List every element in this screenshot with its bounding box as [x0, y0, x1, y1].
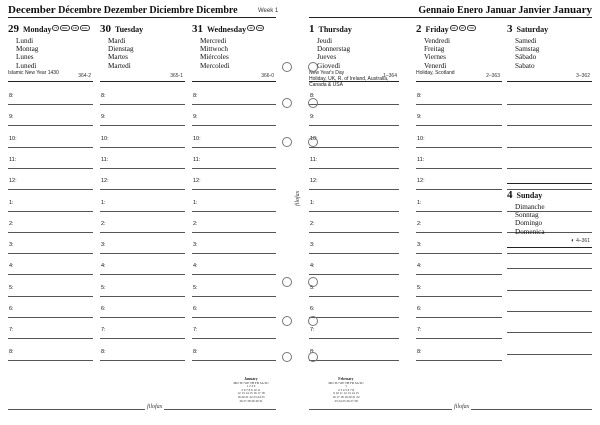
time-slot-line[interactable]	[192, 147, 276, 148]
footer-logo: filofax	[454, 404, 470, 410]
time-slot-label: 7:	[9, 327, 14, 334]
binder-hole	[282, 316, 292, 326]
time-slot-label: 12:	[193, 178, 201, 185]
time-slot-line[interactable]	[192, 211, 276, 212]
time-slot-line[interactable]	[416, 189, 502, 190]
time-slot-line[interactable]	[309, 317, 399, 318]
day-translation: Miércoles	[200, 53, 229, 62]
footer-logo: filofax	[147, 404, 163, 410]
binder-hole	[308, 98, 318, 108]
writing-line[interactable]	[507, 332, 592, 333]
writing-line[interactable]	[507, 354, 592, 355]
sunday-rule	[507, 183, 592, 184]
day-translation: Mercoledì	[200, 61, 230, 70]
header-rule	[309, 17, 592, 18]
day-translation: Martes	[108, 53, 128, 62]
day-translation: Viernes	[424, 53, 446, 62]
writing-line[interactable]	[507, 125, 592, 126]
writing-line[interactable]	[507, 268, 592, 269]
time-slot-label: 9:	[101, 114, 106, 121]
time-slot-label: 1:	[417, 199, 422, 206]
day-translation: Mittwoch	[200, 45, 228, 54]
time-slot-label: 1:	[9, 199, 14, 206]
time-slot-label: 1:	[101, 199, 106, 206]
day-translation: Venerdì	[424, 61, 447, 70]
time-slot-label: 6:	[193, 306, 198, 312]
holiday-note: Islamic New Year 1430	[8, 69, 59, 76]
binder-hole	[308, 352, 318, 362]
calendar-title: February	[338, 377, 354, 381]
time-slot-label: 6:	[310, 306, 315, 312]
time-slot-line[interactable]	[309, 232, 399, 233]
time-slot-line[interactable]	[192, 274, 276, 275]
calendar-row: 16 17 18 19 20 21 22	[332, 394, 360, 399]
writing-line[interactable]	[507, 253, 592, 254]
day-count: 3–362	[576, 73, 590, 79]
day-translation: Sonntag	[515, 211, 539, 220]
holiday-badge: IT	[54, 26, 58, 31]
time-slot-label: 8:	[310, 348, 315, 355]
time-slot-line[interactable]	[416, 104, 502, 105]
day-translation: Donnerstag	[317, 45, 351, 54]
day-heading	[192, 19, 276, 37]
time-slot-label: 3:	[310, 242, 315, 249]
day-heading	[416, 19, 502, 37]
time-slot-label: 9:	[310, 114, 315, 121]
time-slot-label: 3:	[101, 242, 106, 249]
time-slot-line[interactable]	[8, 168, 93, 169]
time-slot-line[interactable]	[8, 211, 93, 212]
time-slot-label: 5:	[193, 284, 198, 291]
time-slot-line[interactable]	[100, 317, 185, 318]
week-label: Week 1	[258, 8, 279, 14]
calendar-row: MO TU WE TH FR SA SU	[328, 380, 364, 385]
time-slot-label: 7:	[101, 327, 106, 334]
day-count: 2–363	[486, 73, 500, 79]
time-slot-label: 2:	[193, 220, 198, 227]
center-logo: filofax	[295, 190, 301, 206]
day-name: Monday	[23, 25, 52, 34]
holiday-badge: JP	[460, 26, 465, 31]
time-slot-line[interactable]	[192, 338, 276, 339]
time-slot-line[interactable]	[416, 274, 502, 275]
day-count: 366-0	[261, 73, 274, 79]
binder-hole	[308, 277, 318, 287]
day-header-rule	[507, 81, 592, 82]
day-translation: Giovedì	[317, 61, 341, 70]
calendar-title: January	[244, 377, 258, 381]
time-slot-label: 4:	[417, 263, 422, 270]
time-slot-line[interactable]	[8, 338, 93, 339]
day-count: 365-1	[170, 73, 183, 79]
time-slot-line[interactable]	[100, 211, 185, 212]
day-name: Sunday	[516, 191, 543, 200]
day-count: 364-2	[78, 73, 91, 79]
holiday-badge: TW	[469, 26, 474, 31]
time-slot-label: 8:	[417, 93, 422, 99]
time-slot-label: 7:	[417, 327, 422, 334]
time-slot-label: 11:	[193, 156, 201, 163]
time-slot-line[interactable]	[100, 253, 185, 254]
time-slot-label: 4:	[193, 263, 198, 270]
time-slot-line[interactable]	[309, 189, 399, 190]
day-translation: Freitag	[424, 45, 445, 54]
time-slot-label: 7:	[310, 327, 315, 334]
time-slot-line[interactable]	[8, 274, 93, 275]
time-slot-label: 3:	[9, 242, 14, 249]
day-name: Tuesday	[115, 25, 144, 34]
time-slot-label: 1:	[193, 199, 198, 206]
time-slot-line[interactable]	[309, 360, 399, 361]
time-slot-label: 8:	[193, 93, 198, 99]
holiday-badge: TW	[257, 26, 263, 31]
day-number: 2	[416, 23, 422, 35]
holiday-badge: NZ	[451, 26, 456, 31]
day-heading	[100, 19, 185, 37]
day-translation: Mardi	[108, 37, 126, 45]
time-slot-line[interactable]	[416, 232, 502, 233]
day-count-sunday	[507, 238, 590, 244]
time-slot-label: 8:	[9, 93, 14, 99]
mini-calendar-february	[323, 378, 369, 403]
time-slot-label: 11:	[310, 156, 318, 163]
time-slot-label: 5:	[101, 284, 106, 291]
time-slot-line[interactable]	[100, 232, 185, 233]
day-count: 1–364	[383, 73, 397, 79]
day-column	[100, 19, 185, 70]
time-slot-label: 6:	[101, 306, 106, 312]
left-page-header	[8, 4, 238, 16]
time-slot-line[interactable]	[309, 253, 399, 254]
time-slot-label: 12:	[101, 178, 109, 185]
day-number: 3	[507, 23, 513, 35]
calendar-row: 23 24 25 26 27 28	[334, 398, 358, 403]
time-slot-label: 8:	[9, 348, 14, 355]
calendar-row: 12 13 14 15 16 17 18	[237, 391, 265, 396]
time-slot-line[interactable]	[8, 317, 93, 318]
day-translation: Lunes	[16, 53, 34, 62]
holiday-badge: JP	[249, 26, 253, 31]
time-slot-line[interactable]	[416, 253, 502, 254]
binder-hole	[282, 62, 292, 72]
sunday-header-rule	[507, 247, 592, 248]
binder-hole	[282, 352, 292, 362]
day-name: Wednesday	[207, 25, 247, 34]
day-translation: Domenica	[515, 227, 545, 236]
day-header-rule	[100, 81, 185, 82]
day-translation: Martedì	[108, 61, 131, 70]
day-number: 29	[8, 23, 19, 35]
right-page-header	[418, 4, 592, 16]
time-slot-line[interactable]	[192, 253, 276, 254]
time-slot-label: 5:	[417, 284, 422, 291]
day-number: 1	[309, 23, 315, 35]
calendar-row: 1 2 3 4	[246, 384, 256, 389]
time-slot-line[interactable]	[309, 274, 399, 275]
time-slot-label: 4:	[9, 263, 14, 270]
calendar-row: 19 20 21 22 23 24 25	[237, 394, 265, 399]
binder-hole	[282, 98, 292, 108]
time-slot-line[interactable]	[192, 317, 276, 318]
time-slot-label: 2:	[417, 220, 422, 227]
time-slot-label: 6:	[417, 306, 422, 312]
time-slot-label: 5:	[310, 284, 315, 291]
binder-hole	[308, 62, 318, 72]
time-slot-label: 10:	[193, 135, 201, 142]
day-name: Saturday	[516, 25, 549, 34]
time-slot-label: 9:	[193, 114, 198, 121]
time-slot-label: 4:	[101, 263, 106, 270]
day-translation: Jeudi	[317, 37, 333, 45]
day-name: Thursday	[318, 25, 352, 34]
time-slot-label: 8:	[101, 93, 106, 99]
time-slot-label: 2:	[9, 220, 14, 227]
time-slot-line[interactable]	[309, 211, 399, 212]
time-slot-label: 6:	[9, 306, 14, 312]
time-slot-line[interactable]	[309, 296, 399, 297]
day-header-rule	[192, 81, 276, 82]
day-number: 4	[507, 189, 513, 201]
time-slot-label: 1:	[310, 199, 315, 206]
time-slot-line[interactable]	[309, 147, 399, 148]
holiday-note: Holiday, Scotland	[416, 69, 455, 76]
holiday-note: New Year's Day	[309, 69, 345, 76]
time-slot-line[interactable]	[100, 147, 185, 148]
time-slot-line[interactable]	[192, 360, 276, 361]
time-slot-line[interactable]	[100, 125, 185, 126]
time-slot-line[interactable]	[416, 317, 502, 318]
time-slot-label: 4:	[310, 263, 315, 270]
day-translation: Montag	[16, 45, 39, 54]
calendar-row: 1	[345, 384, 347, 389]
time-slot-line[interactable]	[100, 168, 185, 169]
time-slot-line[interactable]	[416, 296, 502, 297]
time-slot-line[interactable]	[309, 338, 399, 339]
time-slot-line[interactable]	[8, 104, 93, 105]
time-slot-label: 10:	[310, 135, 318, 142]
time-slot-label: 9:	[9, 114, 14, 121]
time-slot-line[interactable]	[309, 125, 399, 126]
time-slot-line[interactable]	[416, 211, 502, 212]
time-slot-label: 12:	[9, 178, 17, 185]
day-header-rule	[8, 81, 93, 82]
time-slot-line[interactable]	[8, 147, 93, 148]
day-heading	[309, 19, 399, 37]
calendar-row: 2 3 4 5 6 7 8	[338, 387, 354, 392]
header-month: December	[8, 4, 56, 16]
day-translation: Sábado	[515, 53, 537, 62]
day-translation: Samedi	[515, 37, 537, 45]
time-slot-line[interactable]	[192, 168, 276, 169]
day-translation: Jueves	[317, 53, 337, 62]
day-header-rule	[309, 81, 399, 82]
time-slot-label: 10:	[417, 135, 425, 142]
calendar-row: 26 27 28 29 30 31	[239, 398, 263, 403]
time-slot-line[interactable]	[416, 338, 502, 339]
day-column	[507, 19, 592, 70]
footer-rule	[8, 409, 276, 410]
time-slot-line[interactable]	[8, 125, 93, 126]
time-slot-line[interactable]	[416, 360, 502, 361]
holiday-note: Canada & USA	[309, 81, 343, 88]
calendar-row: 5 6 7 8 9 10 11	[241, 387, 261, 392]
binder-hole	[282, 277, 292, 287]
time-slot-line[interactable]	[100, 338, 185, 339]
calendar-row: MO TU WE TH FR SA SU	[233, 380, 269, 385]
time-slot-line[interactable]	[100, 360, 185, 361]
day-column	[416, 19, 502, 76]
time-slot-line[interactable]	[416, 125, 502, 126]
header-month-translations: Décembre Dezember Diciembre Dicembre	[58, 5, 238, 16]
writing-line[interactable]	[507, 290, 592, 291]
day-heading	[507, 19, 592, 37]
time-slot-label: 12:	[310, 178, 318, 185]
binder-hole	[282, 137, 292, 147]
moon-phase-icon: ◐	[571, 238, 575, 244]
day-translation: Sabato	[515, 61, 535, 70]
time-slot-label: 9:	[417, 114, 422, 121]
time-slot-label: 7:	[193, 327, 198, 334]
time-slot-label: 2:	[101, 220, 106, 227]
time-slot-label: 3:	[193, 242, 198, 249]
time-slot-line[interactable]	[100, 104, 185, 105]
day-number: 31	[192, 23, 203, 35]
day-translation: Samstag	[515, 45, 540, 54]
day-name: Friday	[425, 25, 449, 34]
time-slot-label: 11:	[9, 156, 17, 163]
time-slot-label: 10:	[9, 135, 17, 142]
header-month-translations: Gennaio Enero Januar Janvier	[418, 5, 551, 16]
day-column	[8, 19, 93, 76]
mini-calendar-january	[228, 378, 274, 403]
time-slot-label: 8:	[193, 348, 198, 355]
time-slot-line[interactable]	[8, 253, 93, 254]
time-slot-line[interactable]	[309, 104, 399, 105]
binder-hole	[308, 316, 318, 326]
header-month: January	[552, 4, 592, 16]
time-slot-line[interactable]	[416, 147, 502, 148]
time-slot-label: 8:	[101, 348, 106, 355]
time-slot-line[interactable]	[192, 189, 276, 190]
binder-hole	[308, 137, 318, 147]
day-translation: Dienstag	[108, 45, 134, 54]
time-slot-line[interactable]	[100, 274, 185, 275]
day-number: 30	[100, 23, 111, 35]
day-heading	[507, 185, 592, 203]
time-slot-label: 11:	[101, 156, 109, 163]
header-rule	[8, 17, 276, 18]
day-heading	[8, 19, 93, 37]
day-translation: Domingo	[515, 219, 543, 228]
day-column	[192, 19, 276, 70]
time-slot-line[interactable]	[416, 168, 502, 169]
time-slot-line[interactable]	[8, 360, 93, 361]
time-slot-line[interactable]	[192, 296, 276, 297]
day-translation: Vendredi	[424, 37, 450, 45]
day-translation: Mercredi	[200, 37, 227, 45]
time-slot-line[interactable]	[8, 189, 93, 190]
time-slot-line[interactable]	[192, 125, 276, 126]
time-slot-label: 10:	[101, 135, 109, 142]
time-slot-label: 8:	[310, 93, 315, 99]
writing-line[interactable]	[507, 311, 592, 312]
time-slot-label: 8:	[417, 348, 422, 355]
day-translation: Lunedì	[16, 61, 37, 70]
calendar-row: 9 10 11 12 13 14 15	[333, 391, 359, 396]
writing-line[interactable]	[507, 168, 592, 169]
day-column-sunday	[507, 185, 592, 236]
holiday-badge: FR	[72, 26, 77, 31]
time-slot-line[interactable]	[8, 232, 93, 233]
footer-rule	[309, 409, 592, 410]
time-slot-line[interactable]	[100, 189, 185, 190]
time-slot-line[interactable]	[192, 232, 276, 233]
holiday-badge: ESL	[81, 26, 88, 31]
day-count: 4–361	[576, 238, 590, 244]
day-header-rule	[416, 81, 502, 82]
time-slot-line[interactable]	[309, 168, 399, 169]
writing-line[interactable]	[507, 104, 592, 105]
time-slot-label: 2:	[310, 220, 315, 227]
time-slot-line[interactable]	[100, 296, 185, 297]
holiday-badge: BRL	[62, 26, 68, 31]
time-slot-label: 3:	[417, 242, 422, 249]
holiday-note: Holiday, UK, R. of Ireland, Australia,	[309, 75, 389, 82]
time-slot-line[interactable]	[192, 104, 276, 105]
writing-line[interactable]	[507, 147, 592, 148]
day-translation: Dimanche	[515, 203, 545, 211]
day-translation: Lundi	[16, 37, 34, 45]
time-slot-label: 11:	[417, 156, 425, 163]
time-slot-line[interactable]	[8, 296, 93, 297]
time-slot-label: 12:	[417, 178, 425, 185]
time-slot-label: 5:	[9, 284, 14, 291]
